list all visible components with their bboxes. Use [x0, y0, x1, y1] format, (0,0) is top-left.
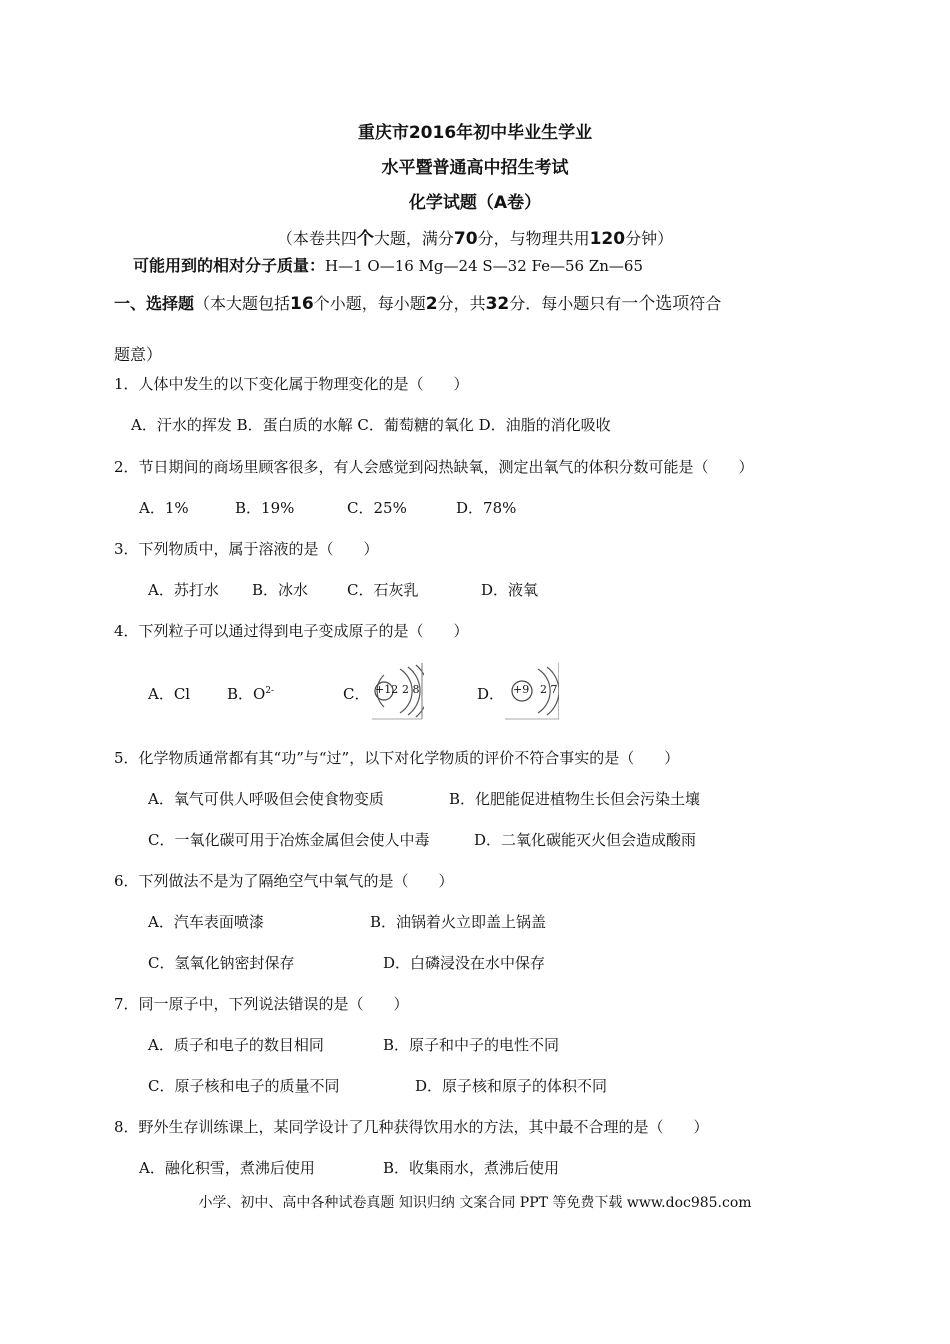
question-4-option-a: A．Cl [148, 685, 191, 703]
f-shells-label: 2 7 [540, 683, 558, 696]
question-6-stem: 6．下列做法不是为了隔绝空气中氧气的是（ ） [114, 872, 454, 890]
mg-shells-label: 2 8 [402, 683, 420, 696]
question-5-stem: 5．化学物质通常都有其“功”与“过”，以下对化学物质的评价不符合事实的是（ ） [114, 749, 680, 767]
section-heading: 一、选择题（本大题包括16个小题，每小题2分，共32分．每小题只有一个选项符合 [114, 294, 722, 314]
question-5-option-b: B．化肥能促进植物生长但会污染土壤 [449, 790, 701, 808]
question-5-option-d: D．二氧化碳能灭火但会造成酸雨 [474, 831, 697, 849]
question-3-option-d: D．液氧 [481, 581, 539, 599]
question-3-option-c: C．石灰乳 [347, 581, 419, 599]
mg-nucleus-label: +12 [375, 683, 399, 696]
title-line-2: 水平暨普通高中招生考试 [381, 158, 569, 178]
question-4-option-b: B．$O^{2-}$ [227, 685, 275, 703]
footer-text: 小学、初中、高中各种试卷真题 知识归纳 文案合同 PPT 等免费下载 www.doc985.com [198, 1195, 752, 1211]
question-2-stem: 2．节日期间的商场里顾客很多，有人会感觉到闷热缺氧，测定出氧气的体积分数可能是（ ） [114, 458, 754, 476]
question-4-option-c: C． [343, 685, 370, 703]
question-8-option-b: B．收集雨水，煮沸后使用 [383, 1159, 560, 1177]
question-6-option-b: B．油锅着火立即盖上锅盖 [370, 913, 547, 931]
question-6-option-c: C．氢氧化钠密封保存 [148, 954, 295, 972]
question-7-option-d: D．原子核和原子的体积不同 [415, 1077, 608, 1095]
question-7-option-b: B．原子和中子的电性不同 [383, 1036, 560, 1054]
question-2-option-c: C．25% [347, 499, 407, 517]
question-6-option-d: D．白磷浸没在水中保存 [383, 954, 546, 972]
f-nucleus-label: +9 [513, 683, 530, 696]
question-5-option-a: A．氧气可供人呼吸但会使食物变质 [148, 790, 384, 808]
magnesium-ion-diagram [370, 661, 424, 721]
question-7-option-a: A．质子和电子的数目相同 [148, 1036, 324, 1054]
question-4-stem: 4．下列粒子可以通过得到电子变成原子的是（ ） [114, 622, 469, 640]
question-1-options: A．汗水的挥发 B．蛋白质的水解 C．葡萄糖的氧化 D．油脂的消化吸收 [131, 416, 611, 434]
question-4-option-d: D． [477, 685, 505, 703]
exam-note: （本卷共四个大题，满分70分，与物理共用120分钟） [276, 229, 674, 249]
question-3-stem: 3．下列物质中，属于溶液的是（ ） [114, 540, 379, 558]
question-1-stem: 1．人体中发生的以下变化属于物理变化的是（ ） [114, 375, 469, 393]
question-2-option-d: D．78% [456, 499, 517, 517]
question-2-option-a: A．1% [139, 499, 189, 517]
question-6-option-a: A．汽车表面喷漆 [148, 913, 264, 931]
question-8-stem: 8．野外生存训练课上，某同学设计了几种获得饮用水的方法，其中最不合理的是（ ） [114, 1118, 709, 1136]
atomic-masses: 可能用到的相对分子质量：H—1 O—16 Mg—24 S—32 Fe—56 Zn—65 [133, 256, 643, 275]
question-3-option-a: A．苏打水 [148, 581, 219, 599]
question-5-option-c: C．一氧化碳可用于冶炼金属但会使人中毒 [148, 831, 430, 849]
section-heading-cont: 题意） [114, 345, 163, 364]
question-7-option-c: C．原子核和电子的质量不同 [148, 1077, 340, 1095]
question-7-stem: 7．同一原子中，下列说法错误的是（ ） [114, 995, 409, 1013]
question-3-option-b: B．冰水 [252, 581, 309, 599]
question-2-option-b: B．19% [235, 499, 295, 517]
question-8-option-a: A．融化积雪，煮沸后使用 [139, 1159, 315, 1177]
title-line-3: 化学试题（A卷） [408, 193, 542, 213]
fluorine-atom-diagram [505, 661, 559, 721]
title-line-1: 重庆市2016年初中毕业生学业 [357, 123, 593, 143]
